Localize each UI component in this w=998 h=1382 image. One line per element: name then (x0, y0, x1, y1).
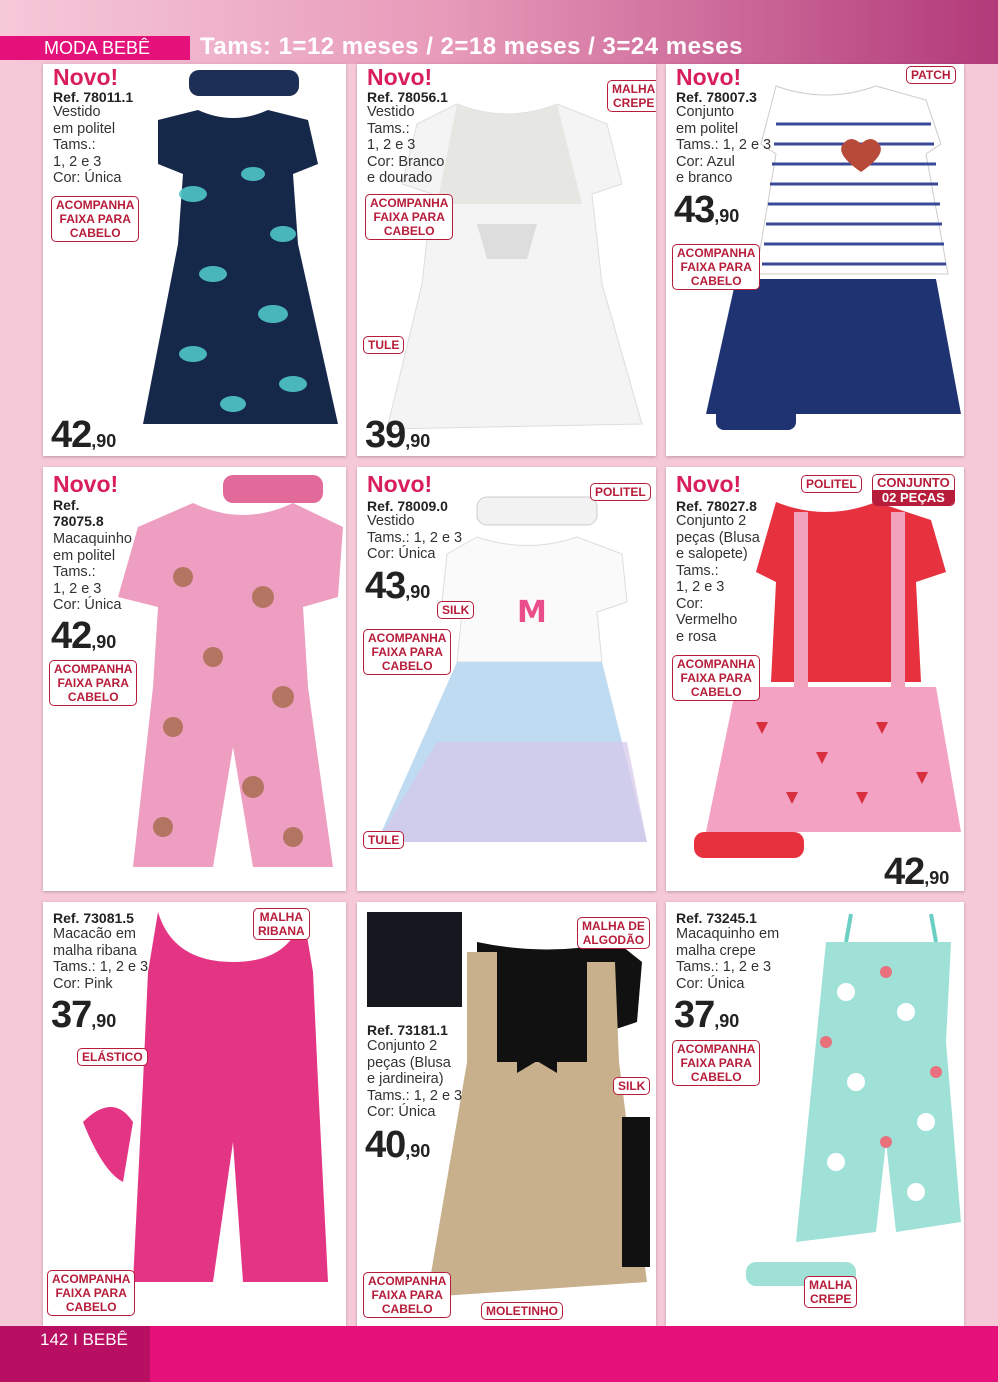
product-description: Conjunto 2 peças (Blusa e jardineira) Tams.: 1, 2 e 3 Cor: Única (367, 1038, 463, 1120)
product-card-78011[interactable] (43, 64, 346, 456)
product-description: Vestido Tams.: 1, 2 e 3 Cor: Única (367, 513, 463, 562)
product-description: Macaquinho em malha crepe Tams.: 1, 2 e 3 Cor: Única (676, 926, 780, 992)
tag-hair-band: ACOMPANHA FAIXA PARA CABELO (365, 194, 453, 240)
product-ref: Ref. 78056.1 (367, 89, 448, 105)
product-ref: Ref. 78075.8 (53, 497, 104, 529)
tag-hair-band: ACOMPANHA FAIXA PARA CABELO (51, 196, 139, 242)
product-card-73181[interactable] (357, 902, 656, 1326)
product-card-78027[interactable] (666, 467, 964, 891)
price: 40,90 (365, 1124, 431, 1166)
tag-tule: TULE (363, 831, 404, 849)
svg-text:M: M (517, 595, 547, 630)
tag-silk: SILK (437, 601, 474, 619)
product-ref: Ref. 73245.1 (676, 910, 757, 926)
novo-badge: Novo! (367, 64, 433, 90)
tag-conjunto-2-pecas: CONJUNTO 02 PEÇAS (872, 474, 955, 506)
product-description: Vestido Tams.: 1, 2 e 3 Cor: Branco e dourado (367, 104, 445, 186)
product-card-78056[interactable] (357, 64, 656, 456)
product-ref: Ref. 78011.1 (53, 89, 134, 105)
tag-patch: PATCH (906, 66, 956, 84)
product-ref: Ref. 78027.8 (676, 498, 757, 514)
tag-hair-band: ACOMPANHA FAIXA PARA CABELO (49, 660, 137, 706)
product-description: Conjunto 2 peças (Blusa e salopete) Tams.: 1, 2 e 3 Cor: Vermelho e rosa (676, 513, 760, 645)
price: 39,90 (365, 414, 431, 456)
price: 42,90 (51, 615, 117, 657)
tag-silk: SILK (613, 1077, 650, 1095)
product-card-78009[interactable] (357, 467, 656, 891)
price: 42,90 (884, 851, 950, 891)
product-card-78075[interactable] (43, 467, 346, 891)
product-card-78007[interactable] (666, 64, 964, 456)
novo-badge: Novo! (676, 64, 742, 90)
price: 37,90 (674, 994, 740, 1036)
tag-hair-band: ACOMPANHA FAIXA PARA CABELO (672, 655, 760, 701)
section-label: MODA BEBÊ (0, 36, 190, 60)
tag-malha-crepe: MALHA CREPE (607, 80, 656, 112)
product-ref: Ref. 73181.1 (367, 1022, 448, 1038)
tag-malha-ribana: MALHA RIBANA (253, 908, 310, 940)
novo-badge: Novo! (53, 64, 119, 90)
tag-elastico: ELÁSTICO (77, 1048, 148, 1066)
tag-tule: TULE (363, 336, 404, 354)
product-ref: Ref. 78009.0 (367, 498, 448, 514)
novo-badge: Novo! (676, 471, 742, 497)
product-card-73245[interactable] (666, 902, 964, 1326)
tag-hair-band: ACOMPANHA FAIXA PARA CABELO (672, 1040, 760, 1086)
tag-politel: POLITEL (590, 483, 651, 501)
tag-moletinho: MOLETINHO (481, 1302, 563, 1320)
product-card-73081[interactable] (43, 902, 346, 1326)
tag-hair-band: ACOMPANHA FAIXA PARA CABELO (47, 1270, 135, 1316)
tag-hair-band: ACOMPANHA FAIXA PARA CABELO (363, 629, 451, 675)
product-ref: Ref. 78007.3 (676, 89, 757, 105)
product-description: Macacão em malha ribana Tams.: 1, 2 e 3 Cor: Pink (53, 926, 149, 992)
novo-badge: Novo! (367, 471, 433, 497)
sizes-legend: Tams: 1=12 meses / 2=18 meses / 3=24 meses (200, 33, 743, 60)
tag-hair-band: ACOMPANHA FAIXA PARA CABELO (672, 244, 760, 290)
novo-badge: Novo! (53, 471, 119, 497)
product-description: Macaquinho em politel Tams.: 1, 2 e 3 Cor: Única (53, 531, 132, 613)
price: 37,90 (51, 994, 117, 1036)
price: 43,90 (365, 565, 431, 607)
product-ref: Ref. 73081.5 (53, 910, 134, 926)
product-description: Conjunto em politel Tams.: 1, 2 e 3 Cor: Azul e branco (676, 104, 772, 186)
butterfly-dress-icon (133, 64, 346, 456)
tag-malha-de-algodao: MALHA DE ALGODÃO (577, 917, 650, 949)
tag-hair-band: ACOMPANHA FAIXA PARA CABELO (363, 1272, 451, 1318)
tag-malha-crepe: MALHA CREPE (804, 1276, 857, 1308)
tag-politel: POLITEL (801, 475, 862, 493)
product-description: Vestido em politel Tams.: 1, 2 e 3 Cor: Única (53, 104, 122, 186)
price: 43,90 (674, 189, 740, 231)
price: 42,90 (51, 414, 117, 456)
page-number: 142 I BEBÊ (40, 1330, 128, 1349)
bear-romper-icon (103, 467, 346, 891)
